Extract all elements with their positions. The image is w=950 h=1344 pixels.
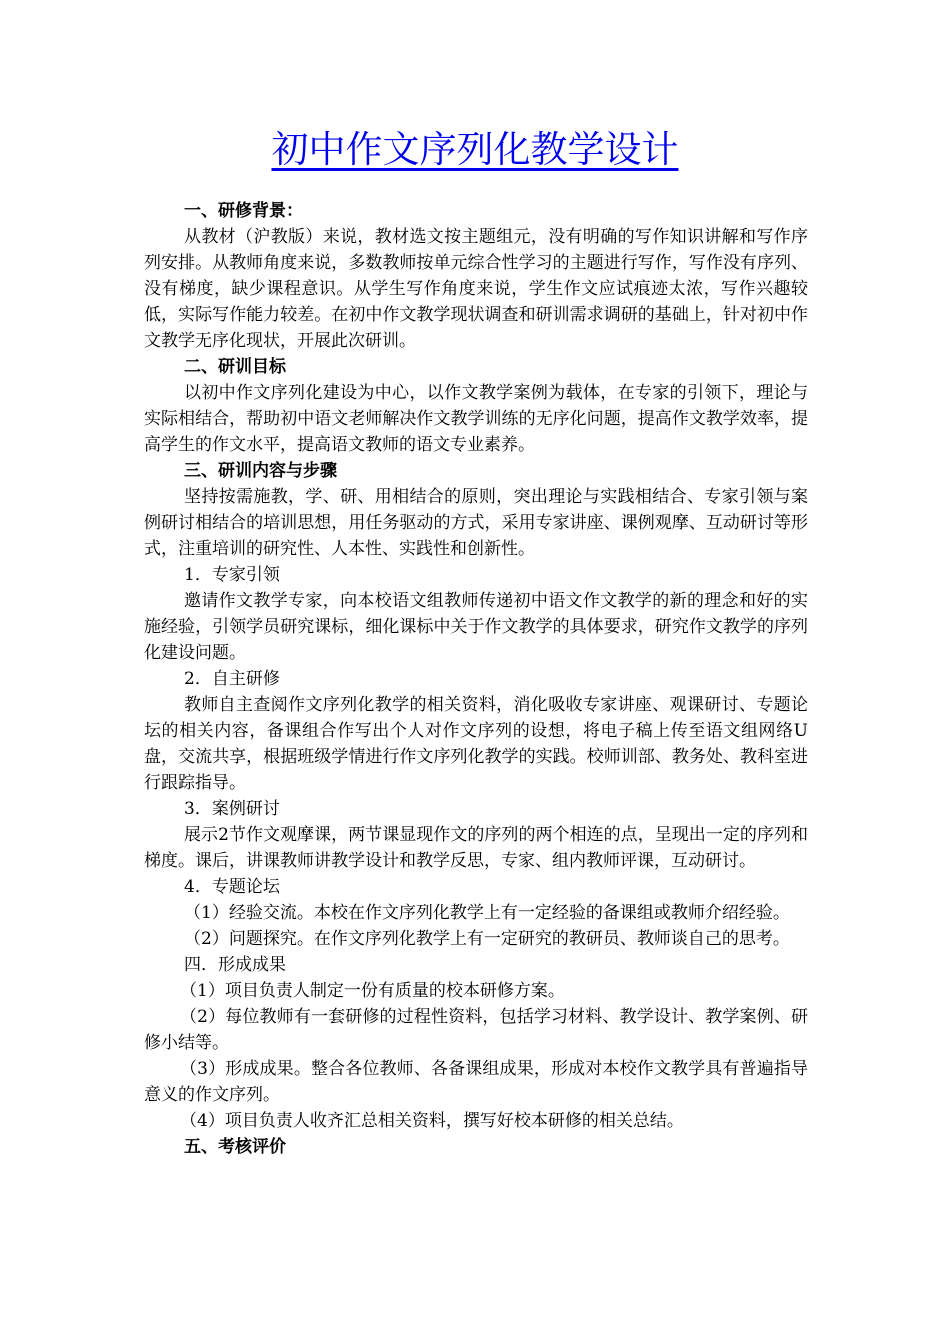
paragraph-goals: 以初中作文序列化建设为中心，以作文教学案例为载体，在专家的引领下，理论与实际相结合，帮助初中语文老师解决作文教学训练的无序化问题，提高作文教学效率，提高学生的作文水平，提高语文教师的语文专业素养。 bbox=[144, 383, 808, 455]
document-body bbox=[144, 198, 808, 1160]
section-heading-background: 一、研修背景： bbox=[184, 201, 303, 221]
section-heading-evaluation: 五、考核评价 bbox=[184, 1137, 286, 1157]
paragraph-outcome-3: （3）形成成果。整合各位教师、各备课组成果，形成对本校作文教学具有普遍指导意义的作文序列。 bbox=[144, 1059, 808, 1105]
paragraph-outcome-2: （2）每位教师有一套研修的过程性资料，包括学习材料、教学设计、教学案例、研修小结等。 bbox=[144, 1007, 808, 1053]
paragraph-case-study: 展示2节作文观摩课，两节课显现作文的序列的两个相连的点，呈现出一定的序列和梯度。课后，讲课教师讲教学设计和教学反思，专家、组内教师评课，互动研讨。 bbox=[144, 825, 808, 871]
subheading-self-study: 2．自主研修 bbox=[184, 669, 280, 689]
section-heading-content-steps: 三、研训内容与步骤 bbox=[184, 461, 337, 481]
subheading-case-study: 3．案例研讨 bbox=[184, 799, 280, 819]
paragraph-self-study: 教师自主查阅作文序列化教学的相关资料，消化吸收专家讲座、观课研讨、专题论坛的相关内容，备课组合作写出个人对作文序列的设想，将电子稿上传至语文组网络U盘，交流共享，根据班级学情进行作文序列化教学的实践。校师训部、教务处、教科室进行跟踪指导。 bbox=[144, 695, 808, 793]
paragraph-outcome-4: （4）项目负责人收齐汇总相关资料，撰写好校本研修的相关总结。 bbox=[180, 1111, 684, 1131]
paragraph-expert-guidance: 邀请作文教学专家，向本校语文组教师传递初中语文作文教学的新的理念和好的实施经验，引领学员研究课标，细化课标中关于作文教学的具体要求，研究作文教学的序列化建设问题。 bbox=[144, 591, 808, 663]
paragraph-forum-item-2: （2）问题探究。在作文序列化教学上有一定研究的教研员、教师谈自己的思考。 bbox=[184, 929, 790, 949]
subheading-expert-guidance: 1．专家引领 bbox=[184, 565, 280, 585]
paragraph-background: 从教材（沪教版）来说，教材选文按主题组元，没有明确的写作知识讲解和写作序列安排。从教师角度来说，多数教师按单元综合性学习的主题进行写作，写作没有序列、没有梯度，缺少课程意识。从学生写作角度来说，学生作文应试痕迹太浓，写作兴趣较低，实际写作能力较差。在初中作文教学现状调查和研训需求调研的基础上，针对初中作文教学无序化现状，开展此次研训。 bbox=[144, 227, 808, 351]
document-title-link[interactable]: 初中作文序列化教学设计 bbox=[271, 128, 679, 171]
paragraph-outcome-1: （1）项目负责人制定一份有质量的校本研修方案。 bbox=[180, 981, 565, 1001]
section-heading-outcomes: 四．形成成果 bbox=[184, 955, 286, 975]
section-heading-goals: 二、研训目标 bbox=[184, 357, 286, 377]
subheading-forum: 4．专题论坛 bbox=[184, 877, 280, 897]
paragraph-content-steps: 坚持按需施教，学、研、用相结合的原则，突出理论与实践相结合、专家引领与案例研讨相结合的培训思想，用任务驱动的方式，采用专家讲座、课例观摩、互动研讨等形式，注重培训的研究性、人本性、实践性和创新性。 bbox=[144, 487, 808, 559]
paragraph-forum-item-1: （1）经验交流。本校在作文序列化教学上有一定经验的备课组或教师介绍经验。 bbox=[184, 903, 790, 923]
